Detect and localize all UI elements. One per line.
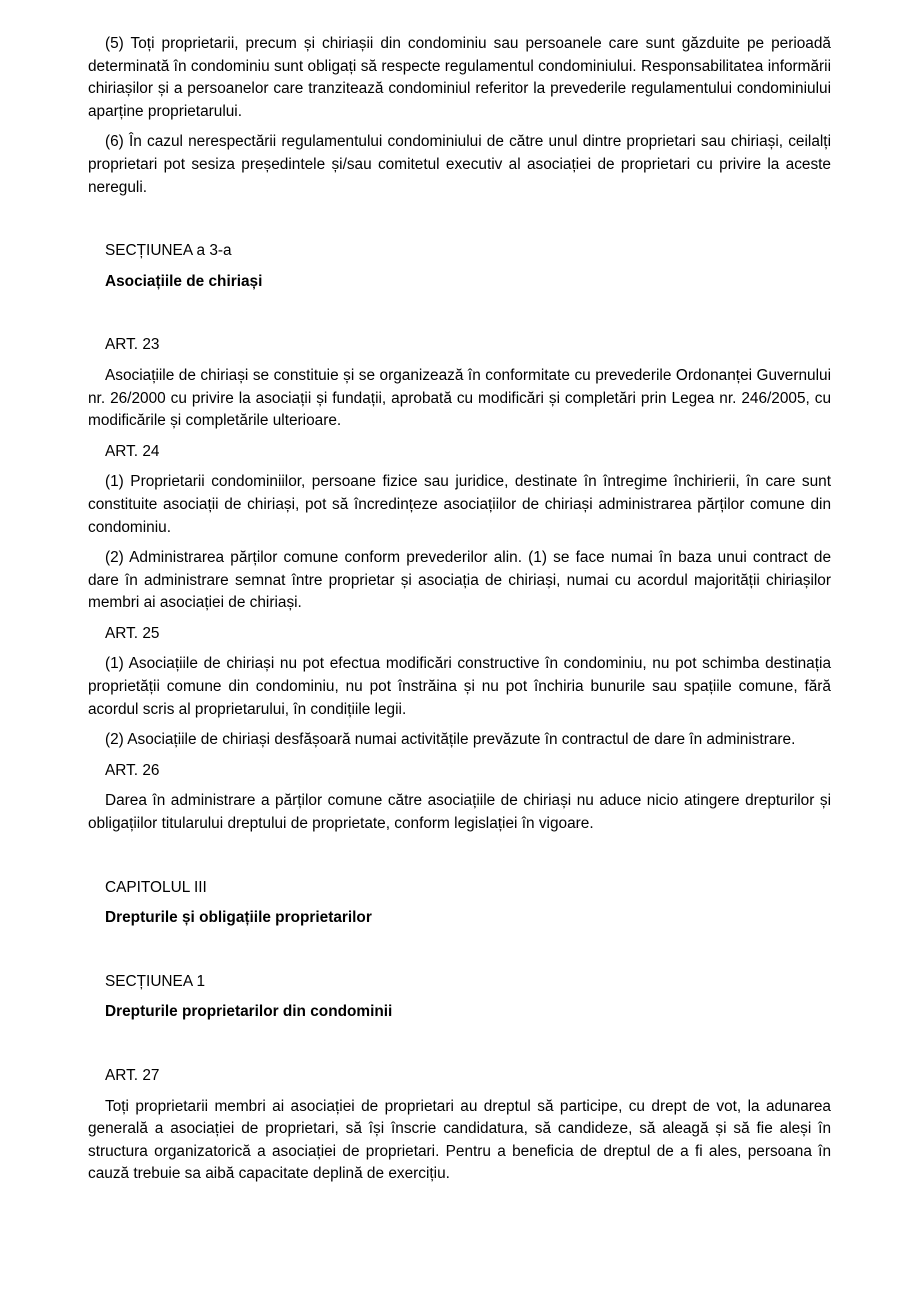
chapter-3-label: CAPITOLUL III [105,878,207,896]
art22-paragraph-6: (6) În cazul nerespectării regulamentului condominiului de către unul dintre proprietari sau chiriași, ceilalți proprietari pot sesiza președintele și/sau comitetul executiv al asociației de proprietari cu privire la aceste nereguli. [88,133,831,196]
art26-text: Darea în administrare a părților comune către asociațiile de chiriași nu aduce nicio atingere drepturilor și obligațiilor titularului dreptului de proprietate, conform legislației în vigoare. [88,792,831,833]
art24-label: ART. 24 [105,442,160,460]
document-page [88,33,831,1194]
art24-paragraph-2: (2) Administrarea părților comune conform prevederilor alin. (1) se face numai în baza unui contract de dare în administrare semnat între proprietar și asociația de chiriași, numai cu acordul majorității chiriașilor membri ai asociației de chiriași. [88,549,831,612]
section-3-title: Asociațiile de chiriași [105,272,263,290]
section-1-label: SECȚIUNEA 1 [105,972,206,990]
spacer [88,207,831,240]
art25-paragraph-1: (1) Asociațiile de chiriași nu pot efectua modificări constructive în condominiu, nu pot schimba destinația proprietății comune din condominiu, nu pot înstrăina și nu pot închiria bunurile sau spațiile comune, fără acordul scris al proprietarului, în condițiile legii. [88,655,831,718]
art25-label: ART. 25 [105,624,160,642]
spacer [88,1032,831,1065]
spacer [88,938,831,971]
art24-paragraph-1: (1) Proprietarii condominiilor, persoane fizice sau juridice, destinate în întregime închirierii, în care sunt constituite asociații de chiriași, pot să încredințeze asociațiilor de chiriași administrarea părților comune din condominiu. [88,473,831,536]
section-3-label: SECȚIUNEA a 3-a [105,242,232,260]
spacer [88,301,831,334]
spacer [88,844,831,877]
art25-paragraph-2: (2) Asociațiile de chiriași desfășoară numai activitățile prevăzute în contractul de dare în administrare. [105,731,796,749]
section-1-title: Drepturile proprietarilor din condominii [105,1003,393,1021]
art26-label: ART. 26 [105,761,160,779]
art27-label: ART. 27 [105,1067,160,1084]
art27-text: Toți proprietarii membri ai asociației de proprietari au dreptul să participe, cu drept de vot, la adunarea generală a asociației de proprietari, să își înscrie candidatura, să candideze, să aleagă și să fie aleși în structura organizatorică a asociației de proprietari. Pentru a beneficia de dreptul de a fi ales, persoana în cauză trebuie sa aibă capacitate deplină de exercițiu. [88,1097,831,1183]
art23-text: Asociațiile de chiriași se constituie și se organizează în conformitate cu prevederile Ordonanței Guvernului nr. 26/2000 cu privire la asociații și fundații, aprobată cu modificări și completări prin Legea nr. 246/2005, cu modificările și completările ulterioare. [88,366,831,430]
chapter-3-title: Drepturile și obligațiile proprietarilor [105,909,372,927]
art23-label: ART. 23 [105,336,160,354]
art22-paragraph-5: (5) Toți proprietarii, precum și chiriașii din condominiu sau persoanele care sunt găzduite pe perioadă determinată în condominiu sunt obligați să respecte regulamentul condominiului. Responsabilitatea informării chiriașilor și a persoanelor care tranzitează condominiul referitor la prevederile regulamentului condominiului aparține proprietarului. [88,35,831,120]
